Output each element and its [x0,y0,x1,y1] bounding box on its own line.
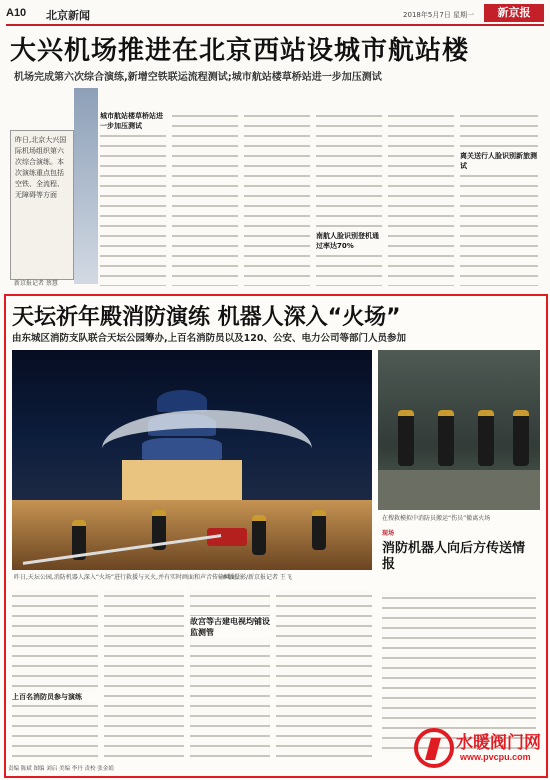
firefighter-figure [438,410,454,466]
top-text-column [388,110,454,286]
column-heading-1: 上百名消防员参与演练 [12,692,98,702]
sidebar-tag: 现场 [382,530,395,537]
section-name: 北京新闻 [46,9,90,22]
second-photo-caption: 在搜救模拟中消防员搬运“伤员”撤离火场 [382,515,491,522]
box-title-2: 南航人脸识别登机通过率达70% [316,230,382,252]
water-jet [102,410,312,488]
feature-subhead: 由东城区消防支队联合天坛公园筹办,上百名消防员以及120、公安、电力公司等部门人员参加 [12,333,406,344]
top-headline: 大兴机场推进在北京西站设城市航站楼 [10,36,470,66]
firefighter-figure [312,510,326,550]
watermark-name: 水暖阀门网 [456,733,541,753]
top-lead-box [10,130,74,280]
feature-headline: 天坛祈年殿消防演练 机器人深入“火场” [12,305,401,330]
page-header [6,6,544,26]
top-subhead: 机场完成第六次综合演练,新增空铁联运流程测试;城市航站楼草桥站进一步加压测试 [14,72,382,83]
issue-date: 2018年5月7日 星期一 [403,11,474,19]
top-lead-text: 昨日,北京大兴国际机场组织第六次综合演练。本次演练重点包括空铁、全流程、无障碍等方面 [15,136,67,199]
firefighter-figure [513,410,529,466]
page-number: A10 [6,7,27,19]
watermark-logo-icon [414,728,454,768]
firefighter-figure [398,410,414,466]
firefighter-figure [478,410,494,466]
sidebar-title: 消防机器人向后方传送情报 [382,541,526,572]
firefighter-figure [252,515,266,555]
second-photo [378,350,540,510]
watermark-url: www.pvcpu.com [460,752,531,762]
main-photo [12,350,372,570]
box-title-3: 离关送行人脸识别新旅测试 [460,152,537,170]
top-text-column [172,110,238,286]
feature-text-column [104,590,184,758]
footer-credits: 责编 陈斌 图编 刘启 美编 李丹 责校 张金娟 [8,766,114,772]
top-text-column [460,110,538,286]
top-text-column [100,110,166,286]
top-text-column [244,110,310,286]
photo-caption: 昨日,天坛公园,消防机器人深入“火场”进行救援与灭火,并有实时画面和声音传输画面。 [14,574,242,581]
top-credit: 新京报记者 蔡慧 [14,280,58,287]
sidebar-header [382,528,532,573]
photo-credit: 本版摄影/新京报记者 王飞 [222,574,292,581]
top-image-strip [74,88,98,284]
feature-text-column [12,590,98,758]
box-title-1: 城市航站楼草桥站进一步加压测试 [100,110,166,132]
top-text-column [316,110,382,286]
column-heading-2: 故宫等古建电视均铺设监测管 [190,617,270,637]
masthead-logo: 新京报 [484,4,544,22]
feature-text-column [276,590,372,758]
watermark [414,722,546,776]
